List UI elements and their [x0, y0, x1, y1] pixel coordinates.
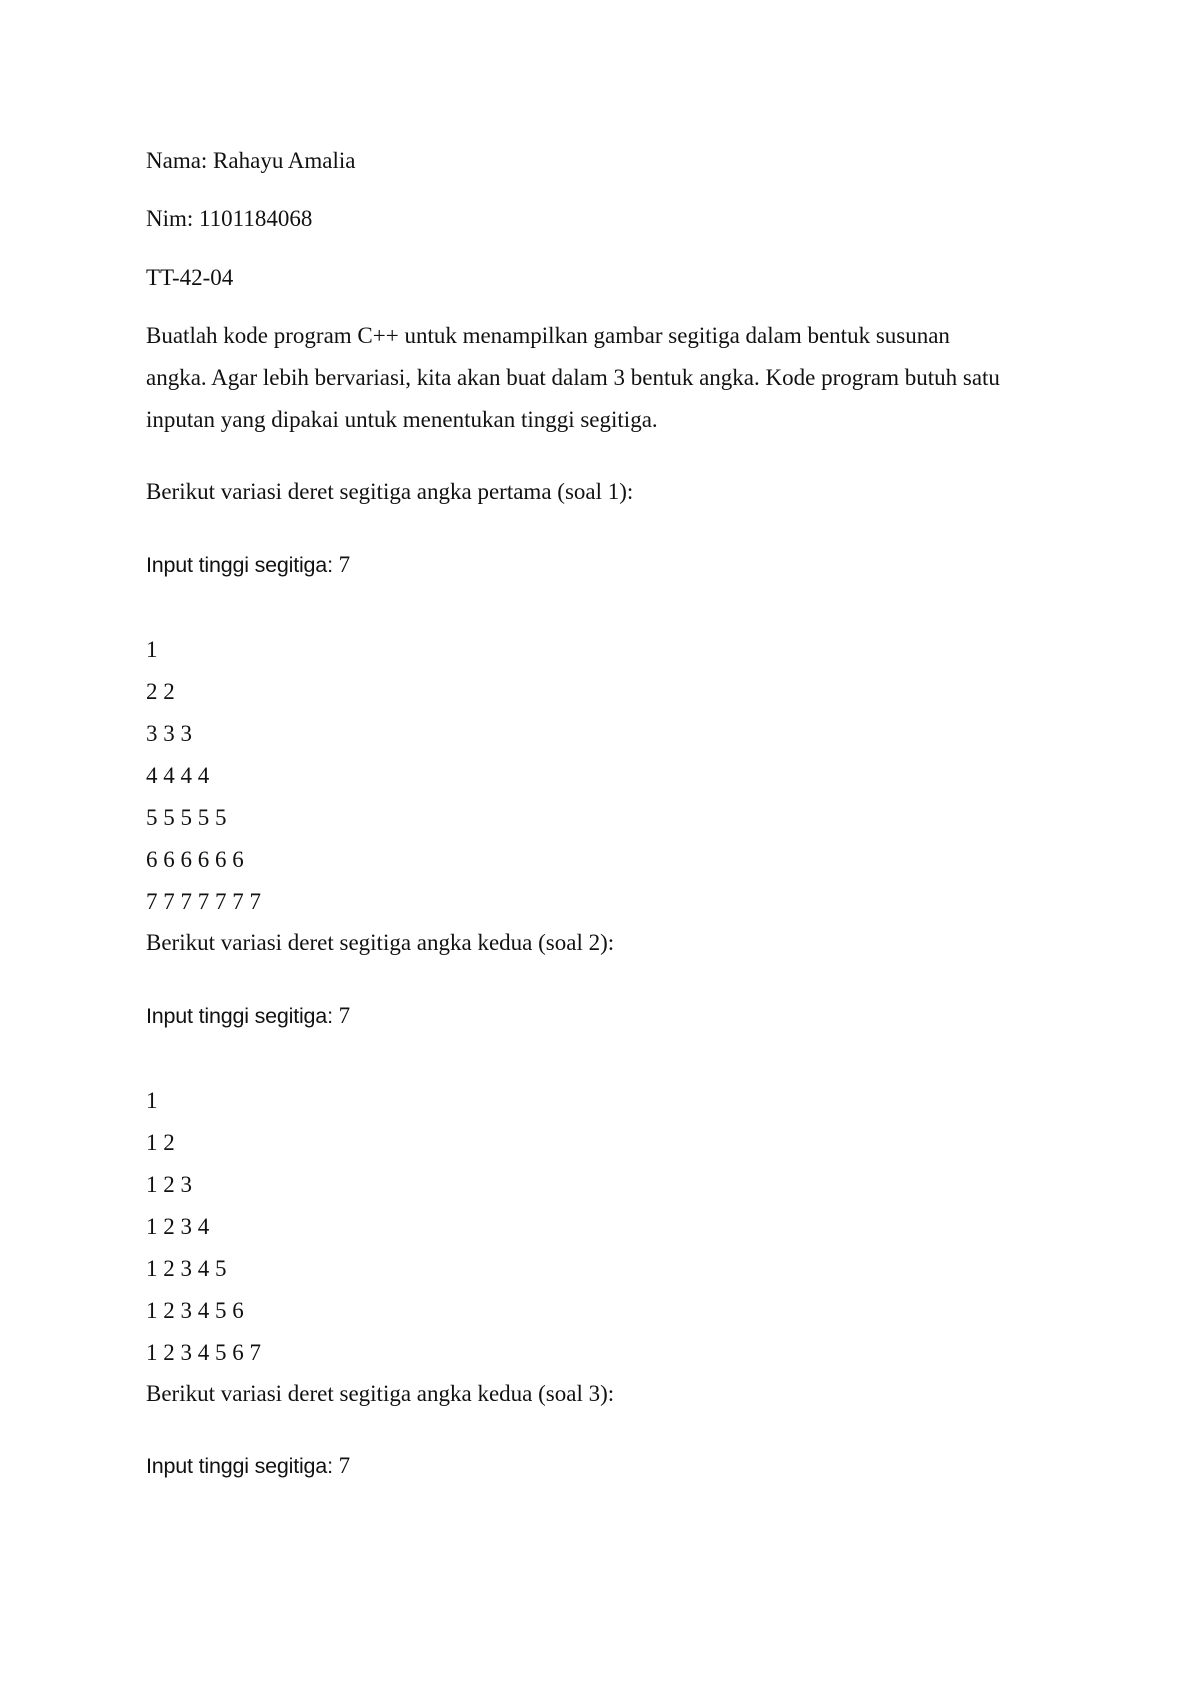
triangle-row: 2 2	[146, 679, 175, 704]
triangle-row: 1 2 3 4 5 6 7	[146, 1340, 261, 1365]
triangle-row: 1	[146, 637, 158, 662]
input-label: Input tinggi segitiga:	[146, 1004, 333, 1028]
intro-line: Buatlah kode program C++ untuk menampilkan gambar segitiga dalam bentuk susunan	[146, 323, 950, 348]
input-value: 7	[338, 1453, 350, 1478]
section-1-input-line	[146, 551, 350, 579]
triangle-row: 1 2 3 4 5 6	[146, 1298, 244, 1323]
input-value: 7	[338, 552, 350, 577]
triangle-row: 1 2	[146, 1130, 175, 1155]
intro-line: inputan yang dipakai untuk menentukan tinggi segitiga.	[146, 407, 658, 432]
section-1-heading: Berikut variasi deret segitiga angka pertama (soal 1):	[146, 479, 634, 504]
section-2-heading: Berikut variasi deret segitiga angka kedua (soal 2):	[146, 930, 615, 955]
triangle-row: 4 4 4 4	[146, 763, 210, 788]
input-value: 7	[338, 1003, 350, 1028]
triangle-row: 1 2 3 4 5	[146, 1256, 227, 1281]
section-3-input-line	[146, 1452, 350, 1480]
input-label: Input tinggi segitiga:	[146, 1454, 333, 1478]
class-code: TT-42-04	[146, 265, 234, 290]
triangle-row: 6 6 6 6 6 6	[146, 847, 244, 872]
triangle-row: 1 2 3	[146, 1172, 192, 1197]
section-3-heading: Berikut variasi deret segitiga angka kedua (soal 3):	[146, 1381, 615, 1406]
input-label: Input tinggi segitiga:	[146, 553, 333, 577]
triangle-row: 1	[146, 1088, 158, 1113]
triangle-row: 7 7 7 7 7 7 7	[146, 889, 261, 914]
triangle-1	[146, 636, 261, 930]
section-2-input-line	[146, 1002, 350, 1030]
triangle-2	[146, 1087, 261, 1381]
student-nim: Nim: 1101184068	[146, 206, 313, 231]
intro-line: angka. Agar lebih bervariasi, kita akan buat dalam 3 bentuk angka. Kode program butuh satu	[146, 365, 1000, 390]
triangle-row: 3 3 3	[146, 721, 192, 746]
triangle-row: 5 5 5 5 5	[146, 805, 227, 830]
triangle-row: 1 2 3 4	[146, 1214, 210, 1239]
intro-paragraph	[146, 322, 1076, 448]
student-name: Nama: Rahayu Amalia	[146, 148, 356, 173]
